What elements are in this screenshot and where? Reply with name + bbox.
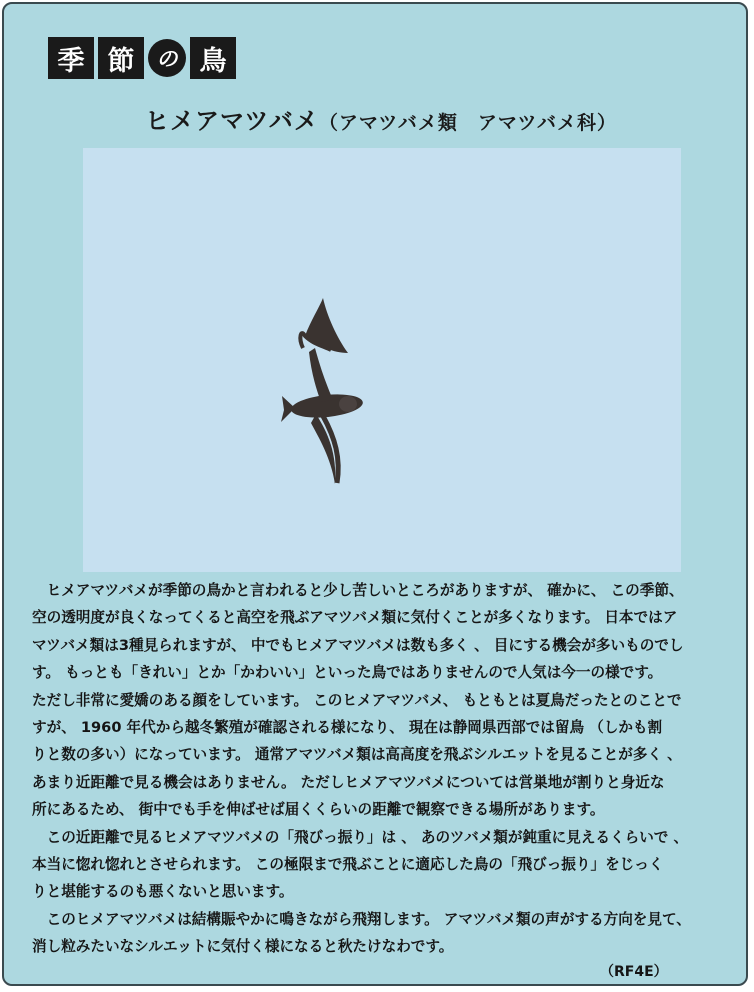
header-badge-bird: 鳥 bbox=[190, 37, 236, 79]
body-line: マツバメ類は3種見られますが、 中でもヒメアマツバメは数も多く 、 目にする機会が多いものでし bbox=[32, 636, 684, 654]
bird-photo bbox=[83, 148, 681, 572]
body-line: りと堪能するのも悪くないと思います。 bbox=[32, 883, 294, 901]
body-line: す。 もっとも「きれい」とか「かわいい」といった鳥ではありませんので人気は今一の様です。 bbox=[32, 664, 663, 682]
header-badge-time: 節 bbox=[98, 37, 144, 79]
author-signature: （RF4E） bbox=[600, 964, 668, 980]
body-line: このヒメアマツバメは結構賑やかに鳴きながら飛翔します。 アマツバメ類の声がする方向を見て、 bbox=[32, 910, 691, 928]
body-line: 空の透明度が良くなってくると高空を飛ぶアマツバメ類に気付くことが多くなります。 日本ではア bbox=[32, 609, 678, 627]
header-badge-no: の bbox=[148, 39, 186, 77]
article-body bbox=[32, 577, 737, 961]
article-title bbox=[4, 101, 754, 136]
body-line: すが、 1960 年代から越冬繁殖が確認される様になり、 現在は静岡県西部では留鳥 （しかも割 bbox=[32, 719, 663, 737]
body-line: あまり近距離で見る機会はありません。 ただしヒメアマツバメについては営巣地が割りと身近な bbox=[32, 773, 665, 791]
header-badge-season: 季 bbox=[48, 37, 94, 79]
body-line: ヒメアマツバメが季節の鳥かと言われると少し苦しいところがありますが、 確かに、 この季節、 bbox=[32, 582, 684, 599]
body-line: 本当に惚れ惚れとさせられます。 この極限まで飛ぶことに適応した鳥の「飛びっ振り」をじっく bbox=[32, 856, 664, 874]
body-line: りと数の多い）になっています。 通常アマツバメ類は高高度を飛ぶシルエットを見ることが多く 、 bbox=[32, 746, 682, 764]
swift-silhouette-image bbox=[83, 148, 681, 572]
body-line: 消し粒みたいなシルエットに気付く様になると秋たけなわです。 bbox=[32, 938, 454, 956]
section-header-badges bbox=[48, 37, 240, 79]
article-panel bbox=[2, 2, 748, 986]
title-species-name: ヒメアマツバメ bbox=[145, 107, 319, 135]
body-line: ただし非常に愛嬌のある顔をしています。 このヒメアマツバメ、 もともとは夏鳥だったとのことで bbox=[32, 691, 682, 709]
body-line: この近距離で見るヒメアマツバメの「飛びっ振り」は 、 あのツバメ類が鈍重に見えるくらいで 、 bbox=[32, 828, 689, 846]
title-classification: （アマツバメ類 アマツバメ科） bbox=[318, 112, 617, 134]
body-line: 所にあるため、 街中でも手を伸ばせば届くくらいの距離で観察できる場所があります。 bbox=[32, 801, 605, 819]
